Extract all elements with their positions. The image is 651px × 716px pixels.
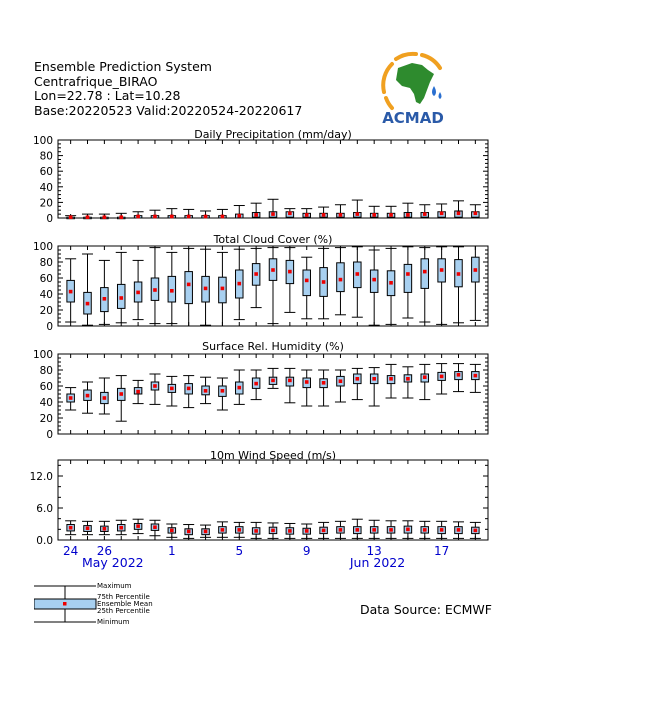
mean-marker bbox=[372, 528, 376, 532]
ytick-label: 0.0 bbox=[36, 535, 53, 547]
iqr-box bbox=[421, 259, 429, 289]
xtick-label: 9 bbox=[302, 544, 311, 558]
mean-marker bbox=[69, 290, 73, 294]
mean-marker bbox=[406, 377, 410, 381]
mean-marker bbox=[423, 375, 427, 379]
mean-marker bbox=[322, 381, 326, 385]
mean-marker bbox=[69, 396, 73, 400]
ytick-label: 0 bbox=[46, 429, 53, 441]
mean-marker bbox=[423, 270, 427, 274]
mean-marker bbox=[153, 525, 157, 529]
ytick-label: 0 bbox=[46, 321, 53, 333]
mean-marker bbox=[423, 212, 427, 216]
ytick-label: 20 bbox=[39, 413, 53, 425]
mean-marker bbox=[305, 529, 309, 533]
mean-marker bbox=[406, 528, 410, 532]
mean-marker bbox=[119, 392, 123, 396]
mean-marker bbox=[187, 530, 191, 534]
mean-marker bbox=[457, 212, 461, 216]
mean-marker bbox=[187, 215, 191, 219]
ytick-label: 100 bbox=[32, 135, 53, 147]
mean-marker bbox=[187, 387, 191, 391]
ytick-label: 12.0 bbox=[29, 471, 53, 483]
mean-marker bbox=[153, 384, 157, 388]
mean-marker bbox=[339, 379, 343, 383]
mean-marker bbox=[372, 278, 376, 282]
base-valid-dates: Base:20220523 Valid:20220524-20220617 bbox=[34, 102, 303, 118]
mean-marker bbox=[153, 215, 157, 219]
mean-marker bbox=[474, 529, 478, 533]
mean-marker bbox=[119, 526, 123, 530]
data-source: Data Source: ECMWF bbox=[360, 602, 492, 617]
mean-marker bbox=[271, 212, 275, 216]
mean-marker bbox=[305, 380, 309, 384]
mean-marker bbox=[474, 374, 478, 378]
location-name: Centrafrique_BIRAO bbox=[34, 73, 158, 89]
mean-marker bbox=[322, 213, 326, 217]
mean-marker bbox=[103, 215, 107, 219]
mean-marker bbox=[153, 288, 157, 292]
legend bbox=[34, 582, 153, 626]
mean-marker bbox=[440, 528, 444, 532]
mean-marker bbox=[103, 396, 107, 400]
mean-marker bbox=[457, 373, 461, 377]
mean-marker bbox=[474, 212, 478, 216]
mean-marker bbox=[170, 215, 174, 219]
mean-marker bbox=[86, 302, 90, 306]
mean-marker bbox=[170, 289, 174, 293]
ytick-label: 80 bbox=[39, 365, 53, 377]
mean-marker bbox=[322, 529, 326, 533]
mean-marker bbox=[356, 272, 360, 276]
legend-25th: 25th Percentile bbox=[97, 607, 150, 615]
mean-marker bbox=[423, 528, 427, 532]
ytick-label: 40 bbox=[39, 289, 53, 301]
mean-marker bbox=[288, 270, 292, 274]
mean-marker bbox=[187, 283, 191, 287]
month-label: May 2022 bbox=[81, 555, 144, 570]
mean-marker bbox=[305, 213, 309, 217]
mean-marker bbox=[221, 215, 225, 219]
mean-marker bbox=[204, 215, 208, 219]
ytick-label: 20 bbox=[39, 197, 53, 210]
mean-marker bbox=[474, 268, 478, 272]
panel-title-0: Daily Precipitation (mm/day) bbox=[194, 128, 352, 141]
mean-marker bbox=[271, 379, 275, 383]
mean-marker bbox=[119, 215, 123, 219]
mean-marker bbox=[440, 268, 444, 272]
mean-marker bbox=[389, 281, 393, 285]
mean-marker bbox=[237, 214, 241, 218]
mean-marker bbox=[339, 278, 343, 282]
mean-marker bbox=[237, 528, 241, 532]
ytick-label: 60 bbox=[39, 273, 53, 285]
ytick-label: 40 bbox=[39, 397, 53, 409]
ytick-label: 40 bbox=[39, 181, 53, 194]
mean-marker bbox=[204, 389, 208, 393]
legend-mean: Ensemble Mean bbox=[97, 600, 153, 608]
mean-marker bbox=[69, 215, 73, 219]
ytick-label: 0 bbox=[46, 213, 53, 225]
mean-marker bbox=[372, 377, 376, 381]
mean-marker bbox=[440, 212, 444, 216]
mean-marker bbox=[356, 377, 360, 381]
mean-marker bbox=[136, 291, 140, 295]
mean-marker bbox=[389, 528, 393, 532]
xtick-label: 1 bbox=[168, 544, 176, 558]
xtick-label: 26 bbox=[96, 544, 113, 558]
xtick-label: 24 bbox=[63, 544, 79, 558]
mean-marker bbox=[86, 526, 90, 530]
xtick-label: 13 bbox=[366, 544, 382, 558]
mean-marker bbox=[204, 287, 208, 291]
mean-marker bbox=[406, 272, 410, 276]
mean-marker bbox=[389, 377, 393, 381]
panel-title-2: Surface Rel. Humidity (%) bbox=[202, 340, 344, 353]
mean-marker bbox=[86, 215, 90, 219]
panel-title-1: Total Cloud Cover (%) bbox=[213, 233, 333, 246]
legend-maximum: Maximum bbox=[97, 582, 132, 590]
mean-marker bbox=[457, 528, 461, 532]
ytick-label: 100 bbox=[32, 241, 53, 253]
ytick-label: 20 bbox=[39, 305, 53, 317]
mean-marker bbox=[221, 287, 225, 291]
iqr-box bbox=[303, 270, 311, 296]
mean-marker bbox=[271, 529, 275, 533]
mean-marker bbox=[237, 282, 241, 286]
mean-marker bbox=[440, 375, 444, 379]
ytick-label: 6.0 bbox=[36, 503, 53, 515]
mean-marker bbox=[305, 279, 309, 283]
mean-marker bbox=[372, 213, 376, 217]
mean-marker bbox=[406, 213, 410, 217]
mean-marker bbox=[204, 530, 208, 534]
ytick-label: 80 bbox=[39, 150, 53, 163]
mean-marker bbox=[271, 268, 275, 272]
coordinates: Lon=22.78 : Lat=10.28 bbox=[34, 88, 181, 103]
mean-marker bbox=[69, 526, 73, 530]
mean-marker bbox=[170, 529, 174, 533]
mean-marker bbox=[288, 379, 292, 383]
mean-marker bbox=[356, 528, 360, 532]
ytick-label: 100 bbox=[32, 349, 53, 361]
panel-title-3: 10m Wind Speed (m/s) bbox=[209, 449, 337, 462]
mean-marker bbox=[254, 213, 258, 217]
mean-marker bbox=[103, 527, 107, 531]
mean-marker bbox=[86, 394, 90, 398]
mean-marker bbox=[288, 212, 292, 216]
mean-marker bbox=[288, 529, 292, 533]
ytick-label: 80 bbox=[39, 257, 53, 269]
legend-minimum: Minimum bbox=[97, 618, 130, 626]
mean-marker bbox=[136, 390, 140, 394]
mean-marker bbox=[136, 215, 140, 219]
mean-marker bbox=[221, 528, 225, 532]
xtick-label: 17 bbox=[433, 544, 450, 558]
mean-marker bbox=[254, 272, 258, 276]
mean-marker bbox=[237, 386, 241, 390]
mean-marker bbox=[254, 529, 258, 533]
system-title: Ensemble Prediction System bbox=[34, 59, 212, 74]
iqr-box bbox=[337, 263, 345, 292]
mean-marker bbox=[103, 297, 107, 301]
mean-marker bbox=[170, 387, 174, 391]
mean-marker bbox=[389, 213, 393, 217]
mean-marker bbox=[221, 389, 225, 393]
mean-marker bbox=[457, 272, 461, 276]
mean-marker bbox=[119, 296, 123, 300]
legend-75th: 75th Percentile bbox=[97, 593, 150, 601]
ytick-label: 60 bbox=[39, 166, 53, 179]
ytick-label: 60 bbox=[39, 381, 53, 393]
mean-marker bbox=[339, 528, 343, 532]
xtick-label: 5 bbox=[235, 544, 244, 558]
logo-text: ACMAD bbox=[382, 109, 444, 127]
mean-marker bbox=[356, 212, 360, 216]
mean-marker bbox=[339, 213, 343, 217]
mean-marker bbox=[322, 280, 326, 284]
iqr-box bbox=[185, 272, 193, 304]
month-label: Jun 2022 bbox=[349, 555, 406, 570]
mean-marker bbox=[254, 382, 258, 386]
mean-marker bbox=[136, 524, 140, 528]
iqr-box bbox=[404, 264, 412, 292]
